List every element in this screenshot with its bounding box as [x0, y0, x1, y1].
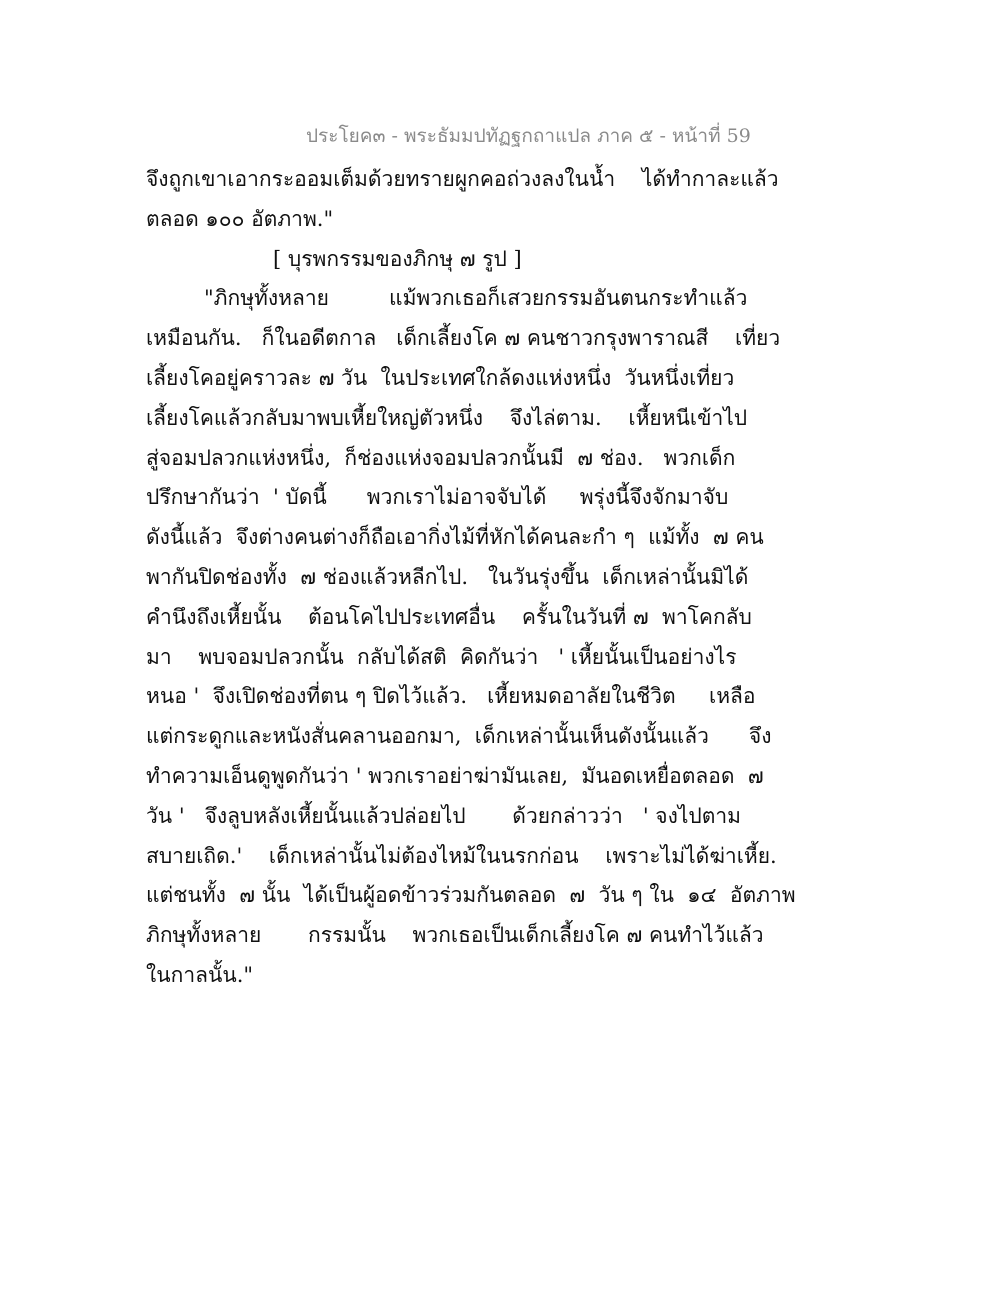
section-heading: [ บุรพกรรมของภิกษุ ๗ รูป ]	[273, 246, 522, 271]
text-line: ปรึกษากันว่า ' บัดนี้ พวกเราไม่อาจจับได้ พรุ่งนี้จึงจักมาจับ	[146, 485, 729, 510]
text-line: วัน ' จึงลูบหลังเหี้ยนั้นแล้วปล่อยไป ด้วยกล่าวว่า ' จงไปตาม	[146, 803, 741, 828]
paragraph-first-line: "ภิกษุทั้งหลาย แม้พวกเธอก็เสวยกรรมอันตนกระทำแล้ว	[204, 286, 748, 311]
text-line: แต่ชนทั้ง ๗ นั้น ได้เป็นผู้อดข้าวร่วมกันตลอด ๗ วัน ๆ ใน ๑๔ อัตภาพ	[146, 883, 796, 908]
text-line: ทำความเอ็นดูพูดกันว่า ' พวกเราอย่าฆ่ามันเลย, มันอดเหยื่อตลอด ๗	[146, 763, 764, 788]
text-line: เลี้ยงโคแล้วกลับมาพบเหี้ยใหญ่ตัวหนึ่ง จึงไล่ตาม. เหี้ยหนีเข้าไป	[146, 405, 748, 430]
text-line: ในกาลนั้น."	[146, 962, 254, 987]
text-line: ดังนี้แล้ว จึงต่างคนต่างก็ถือเอากิ่งไม้ที่หักได้คนละกำ ๆ แม้ทั้ง ๗ คน	[146, 525, 764, 550]
text-line: ตลอด ๑๐๐ อัตภาพ."	[146, 206, 334, 231]
text-line: เลี้ยงโคอยู่คราวละ ๗ วัน ในประเทศใกล้ดงแห่งหนึ่ง วันหนึ่งเที่ยว	[146, 365, 735, 390]
text-line: สู่จอมปลวกแห่งหนึ่ง, ก็ช่องแห่งจอมปลวกนั้นมี ๗ ช่อง. พวกเด็ก	[146, 445, 736, 470]
text-line: สบายเถิด.' เด็กเหล่านั้นไม่ต้องไหม้ในนรกก่อน เพราะไม่ได้ฆ่าเหี้ย.	[146, 843, 777, 868]
text-line: มา พบจอมปลวกนั้น กลับได้สติ คิดกันว่า ' เหี้ยนั้นเป็นอย่างไร	[146, 644, 737, 669]
text-line: แต่กระดูกและหนังสั่นคลานออกมา, เด็กเหล่านั้นเห็นดังนั้นแล้ว จึง	[146, 724, 772, 749]
text-line: จึงถูกเขาเอากระออมเต็มด้วยทรายผูกคอถ่วงลงในน้ำ ได้ทำกาละแล้ว	[146, 167, 779, 191]
body-text	[146, 160, 796, 996]
text-line: ภิกษุทั้งหลาย กรรมนั้น พวกเธอเป็นเด็กเลี้ยงโค ๗ คนทำไว้แล้ว	[146, 923, 764, 948]
text-line: พากันปิดช่องทั้ง ๗ ช่องแล้วหลีกไป. ในวันรุ่งขึ้น เด็กเหล่านั้นมิได้	[146, 564, 749, 589]
text-line: เหมือนกัน. ก็ในอดีตกาล เด็กเลี้ยงโค ๗ คนชาวกรุงพาราณสี เที่ยว	[146, 326, 781, 351]
running-header: ประโยค๓ - พระธัมมปทัฏฐกถาแปล ภาค ๕ - หน้าที่ 59	[306, 125, 751, 147]
text-line: คำนึงถึงเหี้ยนั้น ต้อนโคไปประเทศอื่น ครั้นในวันที่ ๗ พาโคกลับ	[146, 604, 752, 629]
text-line: หนอ ' จึงเปิดช่องที่ตน ๆ ปิดไว้แล้ว. เหี้ยหมดอาลัยในชีวิต เหลือ	[146, 684, 756, 709]
